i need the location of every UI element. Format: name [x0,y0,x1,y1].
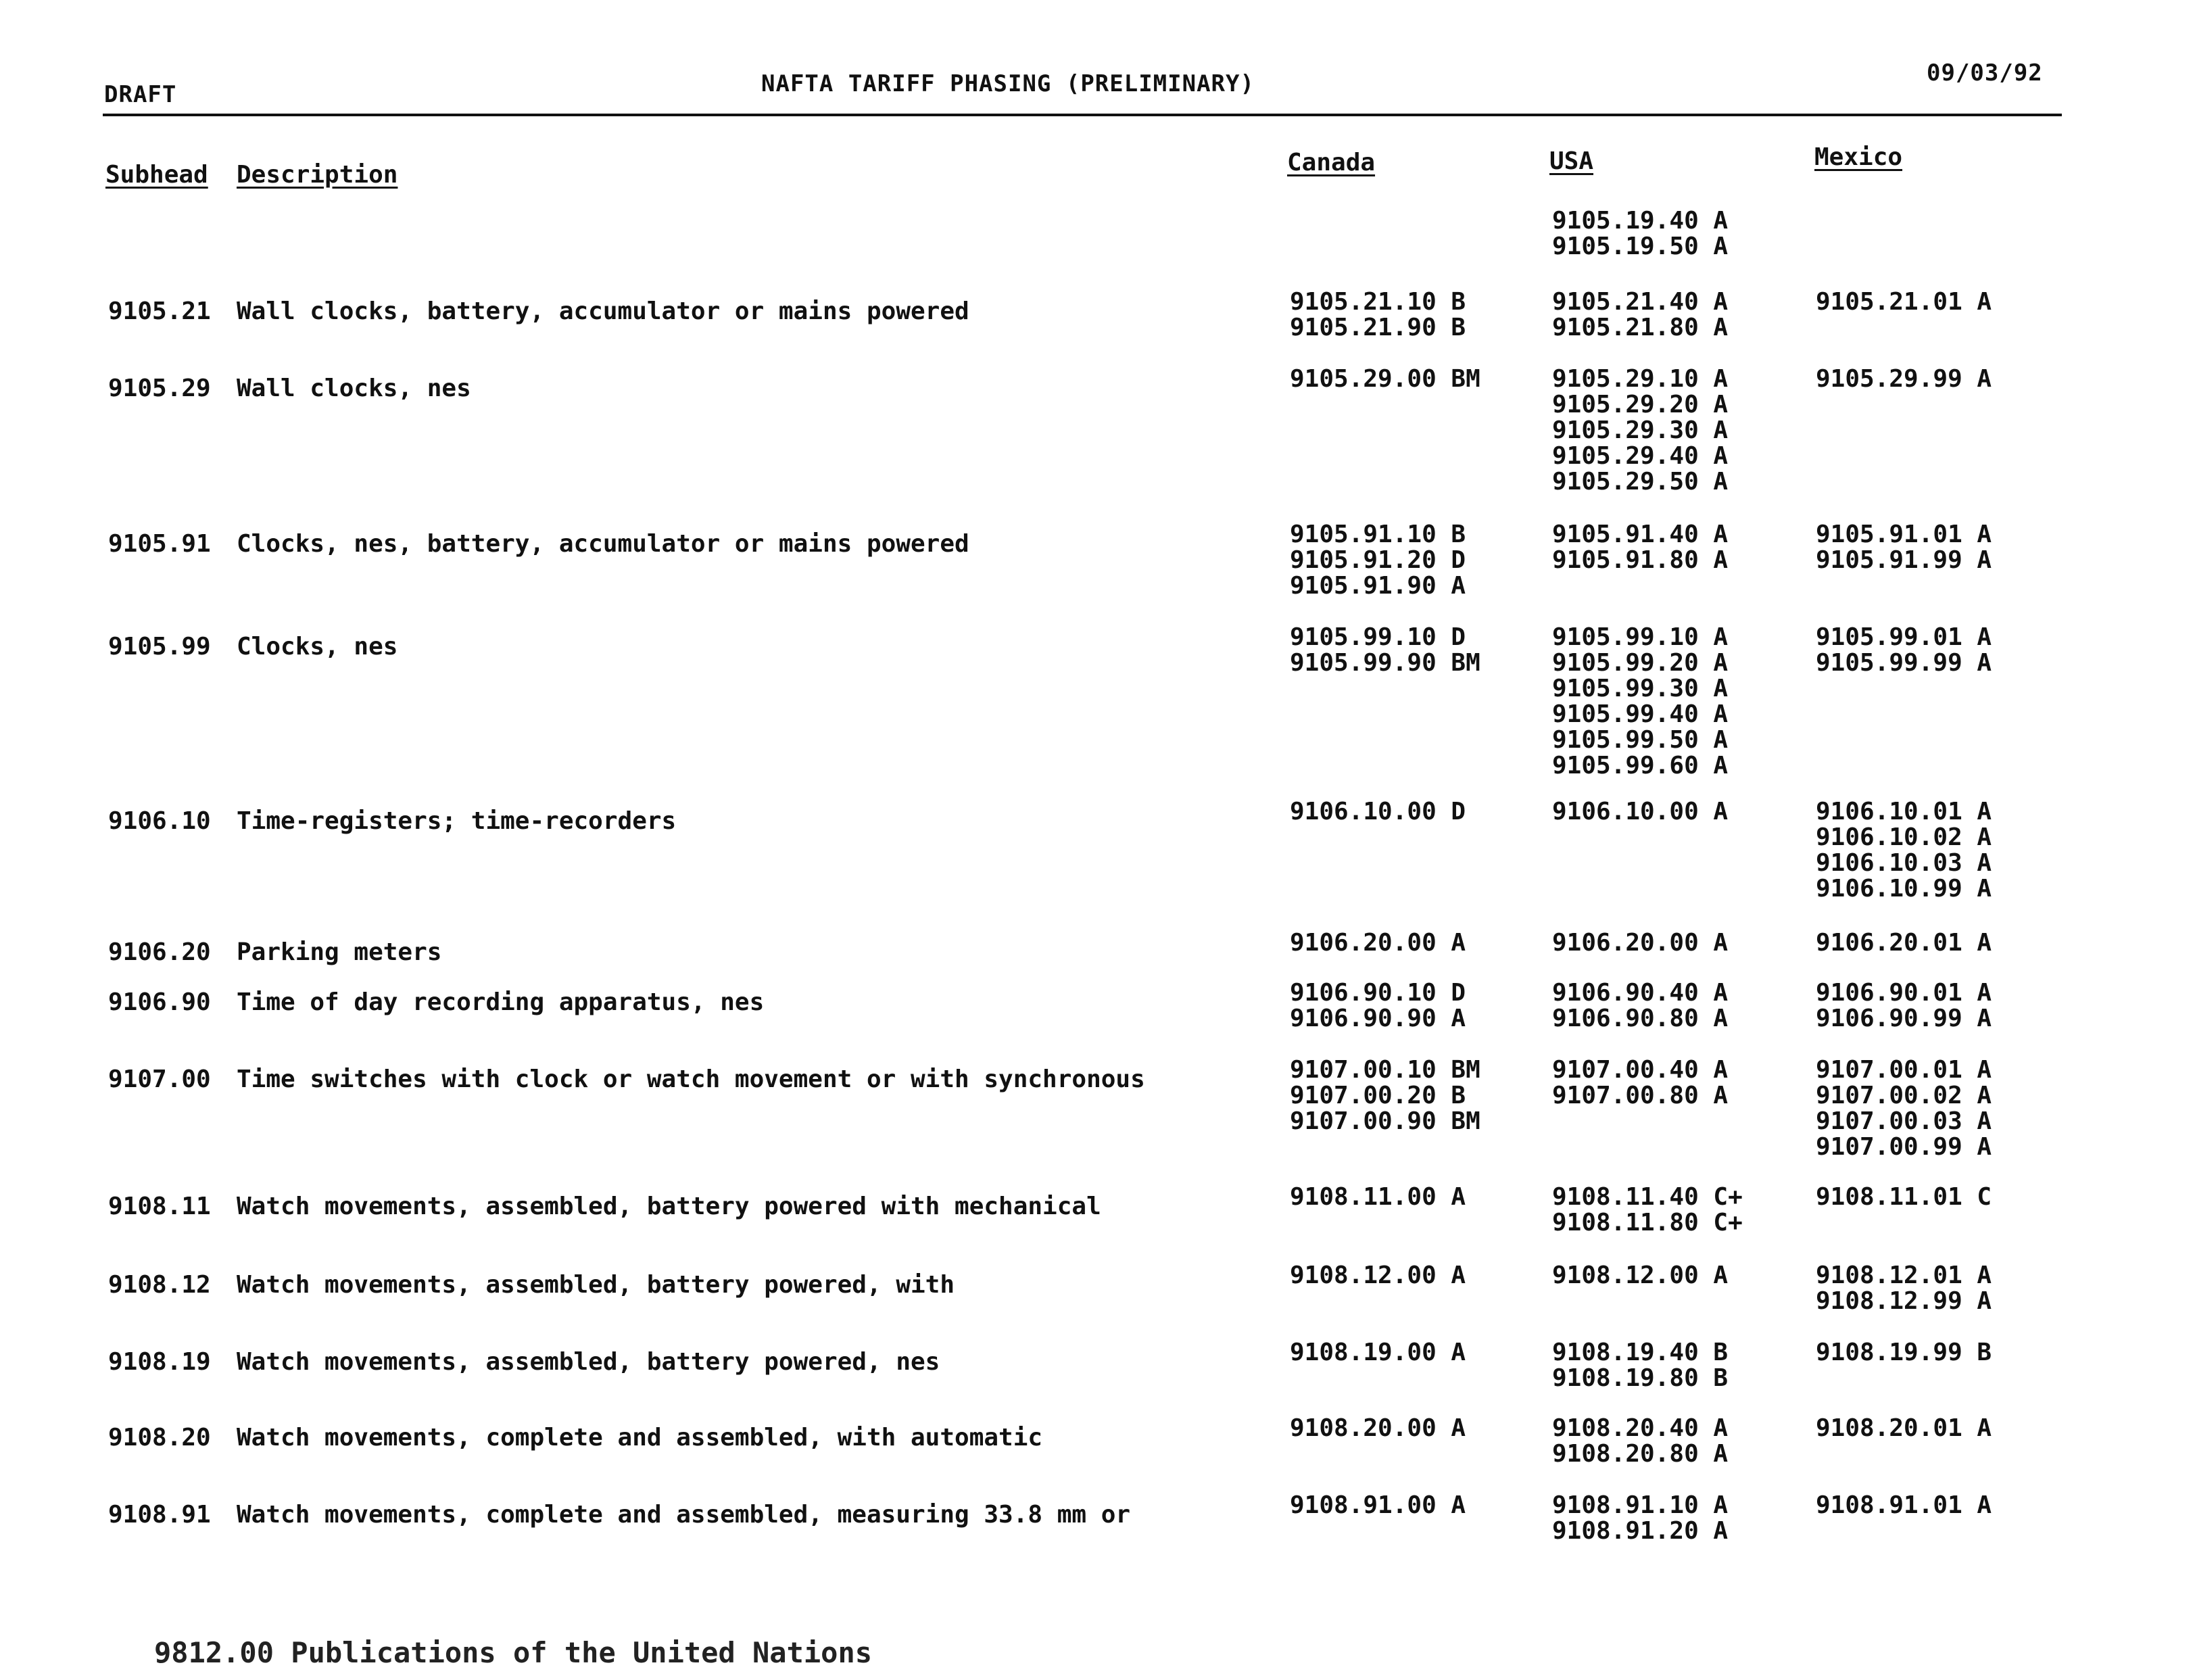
tariff-code: 9105.91.20 D [1290,546,1466,574]
tariff-code: 9106.10.99 A [1816,875,1992,903]
tariff-code: 9106.90.90 A [1290,1005,1466,1032]
tariff-code: 9108.11.40 C+ [1552,1183,1743,1211]
tariff-code: 9108.19.00 A [1290,1339,1466,1366]
tariff-code: 9106.10.02 A [1816,823,1992,851]
tariff-code: 9105.99.90 BM [1290,649,1480,677]
tariff-code: 9108.11.80 C+ [1552,1209,1743,1237]
tariff-code: 9105.91.99 A [1816,546,1992,574]
tariff-code: 9105.91.10 B [1290,521,1466,548]
tariff-code: 9106.90.01 A [1816,979,1992,1007]
col-description: Description [237,161,398,189]
canada-codes [1290,1340,1466,1366]
tariff-code: 9108.91.20 A [1552,1517,1729,1545]
tariff-code: 9106.90.80 A [1552,1005,1729,1032]
subhead-code: 9106.20 [108,938,211,966]
description-text: Time-registers; time-recorders [237,807,677,835]
tariff-code: 9105.29.99 A [1816,365,1992,393]
tariff-code: 9108.20.01 A [1816,1414,1992,1442]
mexico-codes [1816,289,1992,315]
tariff-code: 9105.29.40 A [1552,442,1729,470]
usa-codes [1552,1057,1728,1109]
tariff-code: 9108.20.40 A [1552,1414,1729,1442]
tariff-code: 9105.21.90 B [1290,314,1466,341]
description-text: Clocks, nes, battery, accumulator or mains powered [237,530,969,558]
canada-codes [1290,1263,1466,1289]
usa-codes [1552,1493,1728,1544]
tariff-code: 9108.20.80 A [1552,1440,1729,1468]
usa-codes [1552,625,1728,779]
tariff-code: 9105.21.40 A [1552,288,1729,316]
canada-codes [1290,799,1466,825]
tariff-code: 9107.00.99 A [1816,1133,1992,1161]
tariff-code: 9107.00.01 A [1816,1056,1992,1084]
tariff-code: 9107.00.03 A [1816,1107,1992,1135]
usa-codes [1552,366,1728,495]
tariff-code: 9105.29.30 A [1552,416,1729,444]
canada-codes [1290,522,1466,599]
mexico-codes [1816,522,1992,573]
subhead-code: 9108.11 [108,1193,211,1220]
tariff-code: 9105.99.40 A [1552,700,1729,728]
tariff-code: 9105.21.80 A [1552,314,1729,341]
tariff-code: 9108.12.01 A [1816,1262,1992,1289]
tariff-code: 9105.91.01 A [1816,521,1992,548]
canada-codes [1290,625,1480,676]
tariff-code: 9105.99.20 A [1552,649,1729,677]
tariff-code: 9105.91.80 A [1552,546,1729,574]
canada-codes [1290,289,1466,341]
usa-codes [1552,980,1728,1032]
draft-label: DRAFT [104,81,177,108]
subhead-code: 9106.90 [108,988,211,1016]
subhead-code: 9106.10 [108,807,211,835]
tariff-code: 9106.10.03 A [1816,849,1992,877]
tariff-code: 9106.20.00 A [1290,929,1466,957]
tariff-code: 9108.91.10 A [1552,1491,1729,1519]
usa-codes [1552,208,1728,260]
tariff-code: 9108.19.40 B [1552,1339,1729,1366]
mexico-codes [1816,1057,1992,1160]
tariff-code: 9105.29.20 A [1552,391,1729,418]
tariff-code: 9105.99.10 A [1552,623,1729,651]
usa-codes [1552,799,1728,825]
mexico-codes [1816,625,1992,676]
tariff-code: 9106.10.00 D [1290,798,1466,825]
tariff-code: 9106.20.01 A [1816,929,1992,957]
tariff-code: 9107.00.90 BM [1290,1107,1480,1135]
canada-codes [1290,1493,1466,1518]
tariff-code: 9108.12.00 A [1552,1262,1729,1289]
tariff-code: 9108.12.00 A [1290,1262,1466,1289]
usa-codes [1552,522,1728,573]
tariff-code: 9107.00.10 BM [1290,1056,1480,1084]
col-usa: USA [1549,147,1594,175]
subhead-code: 9107.00 [108,1065,211,1093]
tariff-code: 9106.90.40 A [1552,979,1729,1007]
description-text: Watch movements, assembled, battery powered with mechanical [237,1193,1101,1220]
description-text: Wall clocks, battery, accumulator or mains powered [237,297,969,325]
col-subhead: Subhead [105,161,208,189]
description-text: Parking meters [237,938,442,966]
subhead-code: 9105.29 [108,375,211,402]
mexico-codes [1816,1263,1992,1314]
canada-codes [1290,366,1480,392]
canada-codes [1290,1057,1480,1134]
tariff-code: 9107.00.40 A [1552,1056,1729,1084]
tariff-code: 9105.99.99 A [1816,649,1992,677]
col-canada: Canada [1287,149,1376,176]
canada-codes [1290,1184,1466,1210]
tariff-code: 9107.00.20 B [1290,1082,1466,1109]
canada-codes [1290,1416,1466,1441]
subhead-code: 9108.20 [108,1424,211,1451]
subhead-code: 9105.91 [108,530,211,558]
usa-codes [1552,289,1728,341]
tariff-code: 9105.19.50 A [1552,233,1729,260]
mexico-codes [1816,366,1992,392]
tariff-code: 9105.99.01 A [1816,623,1992,651]
tariff-code: 9107.00.80 A [1552,1082,1729,1109]
subhead-code: 9108.19 [108,1348,211,1376]
tariff-code: 9107.00.02 A [1816,1082,1992,1109]
col-mexico: Mexico [1814,143,1903,171]
tariff-code: 9105.91.90 A [1290,572,1466,600]
mexico-codes [1816,1416,1992,1441]
tariff-code: 9105.99.30 A [1552,675,1729,702]
description-text: Time of day recording apparatus, nes [237,988,765,1016]
tariff-code: 9108.11.00 A [1290,1183,1466,1211]
tariff-code: 9106.10.01 A [1816,798,1992,825]
usa-codes [1552,1184,1743,1236]
canada-codes [1290,930,1466,956]
tariff-code: 9105.21.01 A [1816,288,1992,316]
header-rule [103,114,2062,116]
usa-codes [1552,1263,1728,1289]
tariff-code: 9108.20.00 A [1290,1414,1466,1442]
tariff-code: 9106.10.00 A [1552,798,1729,825]
tariff-code: 9105.99.50 A [1552,726,1729,754]
tariff-code: 9108.19.80 B [1552,1364,1729,1392]
tariff-code: 9106.90.99 A [1816,1005,1992,1032]
description-text: Clocks, nes [237,633,398,661]
tariff-code: 9108.11.01 C [1816,1183,1992,1211]
description-text: Time switches with clock or watch movement or with synchronous [237,1065,1145,1093]
canada-codes [1290,980,1466,1032]
subhead-code: 9105.21 [108,297,211,325]
mexico-codes [1816,1493,1992,1518]
tariff-code: 9108.19.99 B [1816,1339,1992,1366]
footer-text: 9812.00 Publications of the United Nations [154,1636,873,1669]
document-date: 09/03/92 [1927,59,2043,87]
description-text: Wall clocks, nes [237,375,471,402]
description-text: Watch movements, complete and assembled, measuring 33.8 mm or [237,1501,1131,1529]
description-text: Watch movements, complete and assembled, with automatic [237,1424,1043,1451]
tariff-code: 9105.99.60 A [1552,752,1729,779]
description-text: Watch movements, assembled, battery powered, nes [237,1348,940,1376]
tariff-code: 9108.91.01 A [1816,1491,1992,1519]
description-text: Watch movements, assembled, battery powered, with [237,1271,955,1299]
tariff-code: 9105.29.00 BM [1290,365,1480,393]
mexico-codes [1816,1184,1992,1210]
tariff-code: 9106.90.10 D [1290,979,1466,1007]
tariff-code: 9105.29.10 A [1552,365,1729,393]
mexico-codes [1816,930,1992,956]
usa-codes [1552,1416,1728,1467]
tariff-code: 9108.91.00 A [1290,1491,1466,1519]
subhead-code: 9108.91 [108,1501,211,1529]
tariff-code: 9106.20.00 A [1552,929,1729,957]
tariff-code: 9108.12.99 A [1816,1287,1992,1315]
document-title: NAFTA TARIFF PHASING (PRELIMINARY) [761,70,1255,97]
mexico-codes [1816,799,1992,902]
tariff-code: 9105.99.10 D [1290,623,1466,651]
tariff-code: 9105.21.10 B [1290,288,1466,316]
usa-codes [1552,930,1728,956]
mexico-codes [1816,980,1992,1032]
tariff-code: 9105.29.50 A [1552,468,1729,496]
subhead-code: 9105.99 [108,633,211,661]
tariff-code: 9105.19.40 A [1552,207,1729,235]
tariff-code: 9105.91.40 A [1552,521,1729,548]
usa-codes [1552,1340,1728,1391]
subhead-code: 9108.12 [108,1271,211,1299]
mexico-codes [1816,1340,1992,1366]
